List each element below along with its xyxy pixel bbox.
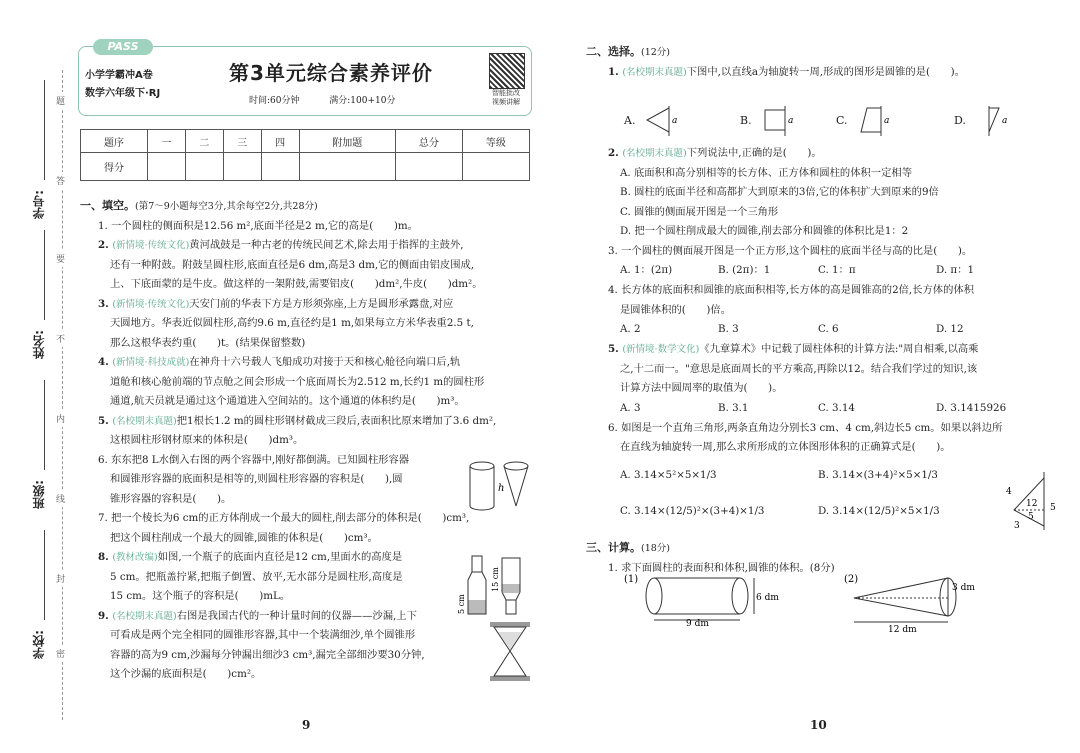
option-a[interactable] bbox=[624, 106, 679, 136]
trapezoid-axis-icon bbox=[851, 106, 891, 136]
question-text: 下列说法中,正确的是( )。 bbox=[686, 147, 822, 159]
axis-label: a bbox=[1002, 116, 1008, 126]
section-title: 二、选择。 bbox=[586, 45, 641, 58]
table-header: 总分 bbox=[395, 130, 462, 153]
score-cell[interactable] bbox=[299, 153, 395, 181]
water-height-label: 5 cm bbox=[457, 594, 466, 614]
question-tag: (新情境·数学文化) bbox=[622, 344, 700, 355]
option-a[interactable]: A. 3.14×5²×5×1/3 bbox=[620, 468, 717, 481]
table-header: 四 bbox=[261, 130, 299, 153]
option-a[interactable]: A. 底面积和高分别相等的长方体、正方体和圆柱的体积一定相等 bbox=[620, 166, 912, 179]
rectangle-axis-icon bbox=[755, 106, 795, 136]
question-text: 和圆锥形容器的底面积是相等的,则圆柱形容器的容积是( ),圆 bbox=[110, 473, 403, 485]
option-b[interactable]: B. 圆柱的底面半径和高都扩大到原来的3倍,它的体积扩大到原来的9倍 bbox=[620, 186, 939, 198]
table-header: 二 bbox=[185, 130, 223, 153]
student-id-label: 学号: bbox=[32, 190, 46, 219]
option-c[interactable]: C. 1：π bbox=[818, 264, 856, 276]
table-header: 三 bbox=[223, 130, 261, 153]
option-d[interactable] bbox=[954, 106, 1009, 136]
radius-label: 3 dm bbox=[952, 583, 975, 593]
option-c[interactable]: C. 6 bbox=[818, 323, 839, 335]
question-tag: (新情境·传统文化) bbox=[112, 240, 190, 251]
question-text: 5 cm。把瓶盖拧紧,把瓶子倒置、放平,无水部分是圆柱形,高度是 bbox=[110, 570, 403, 583]
height-label: 6 dm bbox=[756, 593, 779, 603]
q6-options-row2 bbox=[608, 502, 1068, 532]
series-info bbox=[85, 67, 160, 103]
section-note: (第7～9小题每空3分,其余每空2分,共28分) bbox=[135, 201, 318, 212]
question: 1. 求下面圆柱的表面积和体积,圆锥的体积。(8分) bbox=[608, 561, 835, 574]
binding-margin bbox=[0, 0, 72, 753]
option-d[interactable]: D. 3.14×(12/5)²×5×1/3 bbox=[818, 504, 940, 517]
question: 6. 如图是一个直角三角形,两条直角边分别长3 cm、4 cm,斜边长5 cm。如果以斜边所 bbox=[608, 421, 1003, 434]
air-height-label: 15 cm bbox=[491, 567, 500, 592]
section-title: 三、计算。 bbox=[586, 541, 641, 554]
section-title: 一、填空。 bbox=[80, 199, 135, 212]
bottle-figure bbox=[452, 554, 532, 618]
question-tag: (名校期末真题) bbox=[622, 148, 687, 159]
question-tag: (新情境·传统文化) bbox=[112, 298, 190, 310]
option-c[interactable] bbox=[836, 106, 891, 136]
option-d[interactable]: D. π：1 bbox=[936, 264, 975, 276]
right-triangle-axis-icon bbox=[969, 106, 1009, 136]
table-header: 一 bbox=[148, 130, 186, 153]
option-label: C. bbox=[836, 114, 848, 127]
option-label: A. bbox=[624, 114, 636, 127]
axis-label: a bbox=[884, 116, 890, 126]
brand-badge: PASS bbox=[93, 39, 153, 55]
option-b[interactable] bbox=[740, 106, 795, 136]
option-a[interactable]: A. 3 bbox=[620, 401, 641, 414]
score-table bbox=[80, 129, 530, 181]
score-cell[interactable] bbox=[185, 153, 223, 181]
axis-label: a bbox=[788, 116, 794, 126]
section-note: (18分) bbox=[641, 543, 671, 554]
question-text: 如图,一个瓶子的底面内直径是12 cm,里面水的高度是 bbox=[157, 551, 403, 563]
class-line bbox=[44, 380, 45, 470]
question-text: 天圆地方。华表近似圆柱形,高约9.6 m,直径约是1 m,如果每立方米华表重2.5 t, bbox=[110, 317, 474, 329]
option-a[interactable]: A. 1：(2π) bbox=[620, 264, 673, 276]
q4-options bbox=[608, 320, 1068, 340]
question-text: 是圆锥体积的( )倍。 bbox=[620, 303, 732, 316]
option-b[interactable]: B. 3.1 bbox=[718, 401, 749, 414]
option-d[interactable]: D. 12 bbox=[936, 323, 964, 335]
option-a[interactable]: A. 2 bbox=[620, 323, 641, 335]
question-text: 右图是我国古代的一种计量时间的仪器——沙漏,上下 bbox=[176, 609, 417, 622]
option-c[interactable]: C. 3.14×(12/5)²×(3+4)×1/3 bbox=[620, 504, 765, 517]
series-line: 小学学霸冲A卷 bbox=[85, 70, 153, 81]
question: 4. (新情境·科技成就)在神舟十六号载人飞船成功对接于天和核心舱径向端口后,轨 bbox=[98, 356, 461, 368]
option-b[interactable]: B. (2π)：1 bbox=[718, 264, 771, 276]
cylinder-cone-figure bbox=[462, 458, 534, 516]
student-id-line bbox=[44, 80, 45, 180]
question: 4. 长方体的底面积和圆锥的底面积相等,长方体的高是圆锥高的2倍,长方体的体积 bbox=[608, 284, 974, 296]
time-limit: 时间:60分钟 bbox=[249, 96, 300, 106]
choice-q2-q5 bbox=[608, 144, 1068, 532]
question: 7. 把一个棱长为6 cm的正方体削成一个最大的圆柱,削去部分的体积是( )cm³, bbox=[98, 512, 470, 524]
cut-word: 线 bbox=[56, 490, 65, 507]
question-text: 容器的高为9 cm,沙漏每分钟漏出细沙3 cm³,漏完全部细沙要30分钟, bbox=[110, 648, 425, 661]
side-label: 3 bbox=[1014, 521, 1020, 531]
page-title: 第3单元综合素养评价 bbox=[229, 61, 433, 85]
question-tag: (名校期末真题) bbox=[622, 66, 687, 78]
question: 3. (新情境·传统文化)天安门前的华表下方是方形须弥座,上方是圆形承露盘,对应 bbox=[98, 297, 454, 310]
question-text: 下图中,以直线a为轴旋转一周,形成的图形是圆锥的是( )。 bbox=[686, 65, 965, 78]
exam-header bbox=[78, 40, 532, 116]
option-b[interactable]: B. 3 bbox=[718, 323, 739, 335]
question-text: 把1根长1.2 m的圆柱形钢材截成三段后,表面积比原来增加了3.6 dm², bbox=[176, 414, 497, 427]
side-label: 4 bbox=[1006, 487, 1012, 497]
option-c[interactable]: C. 圆锥的侧面展开图是一个三角形 bbox=[620, 205, 779, 218]
cut-word: 题 bbox=[56, 92, 65, 109]
option-label: B. bbox=[740, 114, 752, 127]
question-text: 黄河战鼓是一种古老的传统民间艺术,除去用于指挥的主鼓外, bbox=[189, 239, 464, 251]
right-triangle-figure bbox=[1004, 470, 1070, 532]
name-label: 姓名: bbox=[32, 330, 46, 359]
figure-number: (2) bbox=[844, 574, 859, 585]
page-number: 10 bbox=[810, 718, 827, 732]
question-text: 这根圆柱形钢材原来的体积是( )dm³。 bbox=[110, 434, 304, 446]
question-text: 在神舟十六号载人飞船成功对接于天和核心舱径向端口后,轨 bbox=[189, 356, 461, 368]
cut-word: 答 bbox=[56, 172, 65, 189]
cut-word: 要 bbox=[56, 250, 65, 267]
question-tag: (新情境·科技成就) bbox=[112, 357, 190, 368]
question-text: 天安门前的华表下方是方形须弥座,上方是圆形承露盘,对应 bbox=[189, 297, 454, 310]
section-note: (12分) bbox=[641, 47, 671, 58]
triangle-axis-icon bbox=[639, 106, 679, 136]
cut-word: 封 bbox=[56, 570, 65, 587]
score-cell[interactable] bbox=[462, 153, 529, 181]
exam-info bbox=[249, 93, 395, 106]
question-text: 《九章算术》中记载了圆柱体积的计算方法:"周自相乘,以高乘 bbox=[699, 343, 979, 355]
page-number: 9 bbox=[302, 718, 311, 732]
height-label: 12 dm bbox=[888, 625, 917, 635]
question-tag: (名校期末真题) bbox=[112, 610, 177, 622]
qr-caption-line: 智能批改 bbox=[492, 89, 520, 97]
right-page bbox=[540, 0, 1080, 753]
question: 1. (名校期末真题)下图中,以直线a为轴旋转一周,形成的图形是圆锥的是( )。 bbox=[608, 65, 965, 78]
question-text: 之,十二而一。"意思是底面周长的平方乘高,再除以12。结合我们学过的知识,该 bbox=[620, 362, 978, 375]
question-tag: (名校期末真题) bbox=[112, 415, 177, 427]
score-row-label: 得分 bbox=[81, 153, 148, 181]
qr-caption-line: 视频讲解 bbox=[492, 98, 520, 106]
question-text: 通道,航天员就是通过这个通道进入空间站的。这个通道的体积约是( )m³。 bbox=[110, 395, 465, 407]
question-tag: (教材改编) bbox=[112, 552, 158, 563]
cone-figure bbox=[844, 568, 1024, 638]
question: 5. (名校期末真题)把1根长1.2 m的圆柱形钢材截成三段后,表面积比原来增加了3.6 dm², bbox=[98, 414, 497, 427]
question: 9. (名校期末真题)右图是我国古代的一种计量时间的仪器——沙漏,上下 bbox=[98, 609, 417, 622]
choice-section bbox=[586, 42, 1066, 82]
school-line bbox=[44, 530, 45, 620]
cut-word: 密 bbox=[56, 645, 65, 662]
q1-options bbox=[624, 100, 1044, 132]
cut-word: 不 bbox=[56, 330, 65, 347]
series-line: 数学六年级下·RJ bbox=[85, 88, 161, 99]
cylinder-figure bbox=[624, 568, 804, 628]
question-text: 在直线为轴旋转一周,那么求所形成的立体图形体积的正确算式是( )。 bbox=[620, 441, 951, 453]
height-label: 12 bbox=[1026, 499, 1038, 509]
option-b[interactable]: B. 3.14×(3+4)²×5×1/3 bbox=[818, 468, 938, 481]
qr-caption bbox=[483, 89, 529, 107]
question: 1. 一个圆柱的侧面积是12.56 m²,底面半径是2 m,它的高是( )m。 bbox=[98, 219, 418, 232]
question: 8. (教材改编)如图,一个瓶子的底面内直径是12 cm,里面水的高度是 bbox=[98, 551, 403, 563]
option-d[interactable]: D. 3.1415926 bbox=[936, 401, 1007, 414]
question: 5. (新情境·数学文化)《九章算术》中记载了圆柱体积的计算方法:"周自相乘,以高乘 bbox=[608, 343, 979, 355]
question-text: 把这个圆柱削成一个最大的圆锥,圆锥的体积是( )cm³。 bbox=[110, 531, 378, 544]
score-cell[interactable] bbox=[395, 153, 462, 181]
qr-code-icon[interactable] bbox=[489, 53, 525, 89]
option-d[interactable]: D. 把一个圆柱削成最大的圆锥,削去部分和圆锥的体积比是1：2 bbox=[620, 225, 909, 237]
question-text: 可看成是两个完全相同的圆锥形容器,其中一个装满细沙,单个圆锥形 bbox=[110, 629, 416, 641]
question-text: 道舱和核心舱前端的节点舱之间会形成一个底面周长为2.512 m,长约1 m的圆柱形 bbox=[110, 375, 485, 388]
class-label: 班级: bbox=[32, 480, 46, 509]
question: 2. (新情境·传统文化)黄河战鼓是一种古老的传统民间艺术,除去用于指挥的主鼓外, bbox=[98, 239, 464, 251]
cut-word: 内 bbox=[56, 410, 65, 427]
length-label: 9 dm bbox=[686, 619, 709, 628]
full-score: 满分:100+10分 bbox=[329, 96, 396, 106]
table-header: 等级 bbox=[462, 130, 529, 153]
question-text: 还有一种附鼓。附鼓呈圆柱形,底面直径是6 dm,高是3 dm,它的侧面由铝皮围成, bbox=[110, 258, 475, 271]
option-label: D. bbox=[954, 114, 966, 127]
question-text: 那么这根华表约重( )t。(结果保留整数) bbox=[110, 336, 306, 349]
q6-options bbox=[608, 458, 1068, 502]
score-cell[interactable] bbox=[261, 153, 299, 181]
option-c[interactable]: C. 3.14 bbox=[818, 401, 855, 414]
hypotenuse-label: 5 bbox=[1050, 503, 1056, 513]
question-text: 15 cm。这个瓶子的容积是( )mL。 bbox=[110, 590, 291, 602]
cut-line bbox=[62, 70, 63, 720]
school-label: 学校: bbox=[32, 630, 46, 659]
score-cell[interactable] bbox=[223, 153, 261, 181]
table-header: 附加题 bbox=[299, 130, 395, 153]
question: 2. (名校期末真题)下列说法中,正确的是( )。 bbox=[608, 147, 822, 159]
question-text: 计算方法中圆周率的取值为( )。 bbox=[620, 382, 783, 394]
hourglass-figure bbox=[488, 620, 532, 684]
figure-number: (1) bbox=[624, 574, 639, 585]
height-label: h bbox=[498, 483, 505, 494]
axis-label: a bbox=[671, 116, 678, 126]
question-text: 这个沙漏的底面积是( )cm²。 bbox=[110, 668, 262, 680]
question: 3. 一个圆柱的侧面展开图是一个正方形,这个圆柱的底面半径与高的比是( )。 bbox=[608, 244, 973, 257]
table-header: 题序 bbox=[81, 130, 148, 153]
question: 6. 东东把8 L水倒入右图的两个容器中,刚好都倒满。已知圆柱形容器 bbox=[98, 453, 410, 466]
question-text: 上、下底面蒙的是牛皮。做这样的一架附鼓,需要铝皮( )dm²,牛皮( )dm²。 bbox=[110, 278, 483, 290]
q3-options bbox=[608, 261, 1068, 281]
score-cell[interactable] bbox=[148, 153, 186, 181]
question-text: 锥形容器的容积是( )。 bbox=[110, 492, 232, 505]
denominator-label: 5 bbox=[1028, 512, 1034, 522]
name-line bbox=[44, 230, 45, 320]
q5-options bbox=[608, 399, 1068, 419]
